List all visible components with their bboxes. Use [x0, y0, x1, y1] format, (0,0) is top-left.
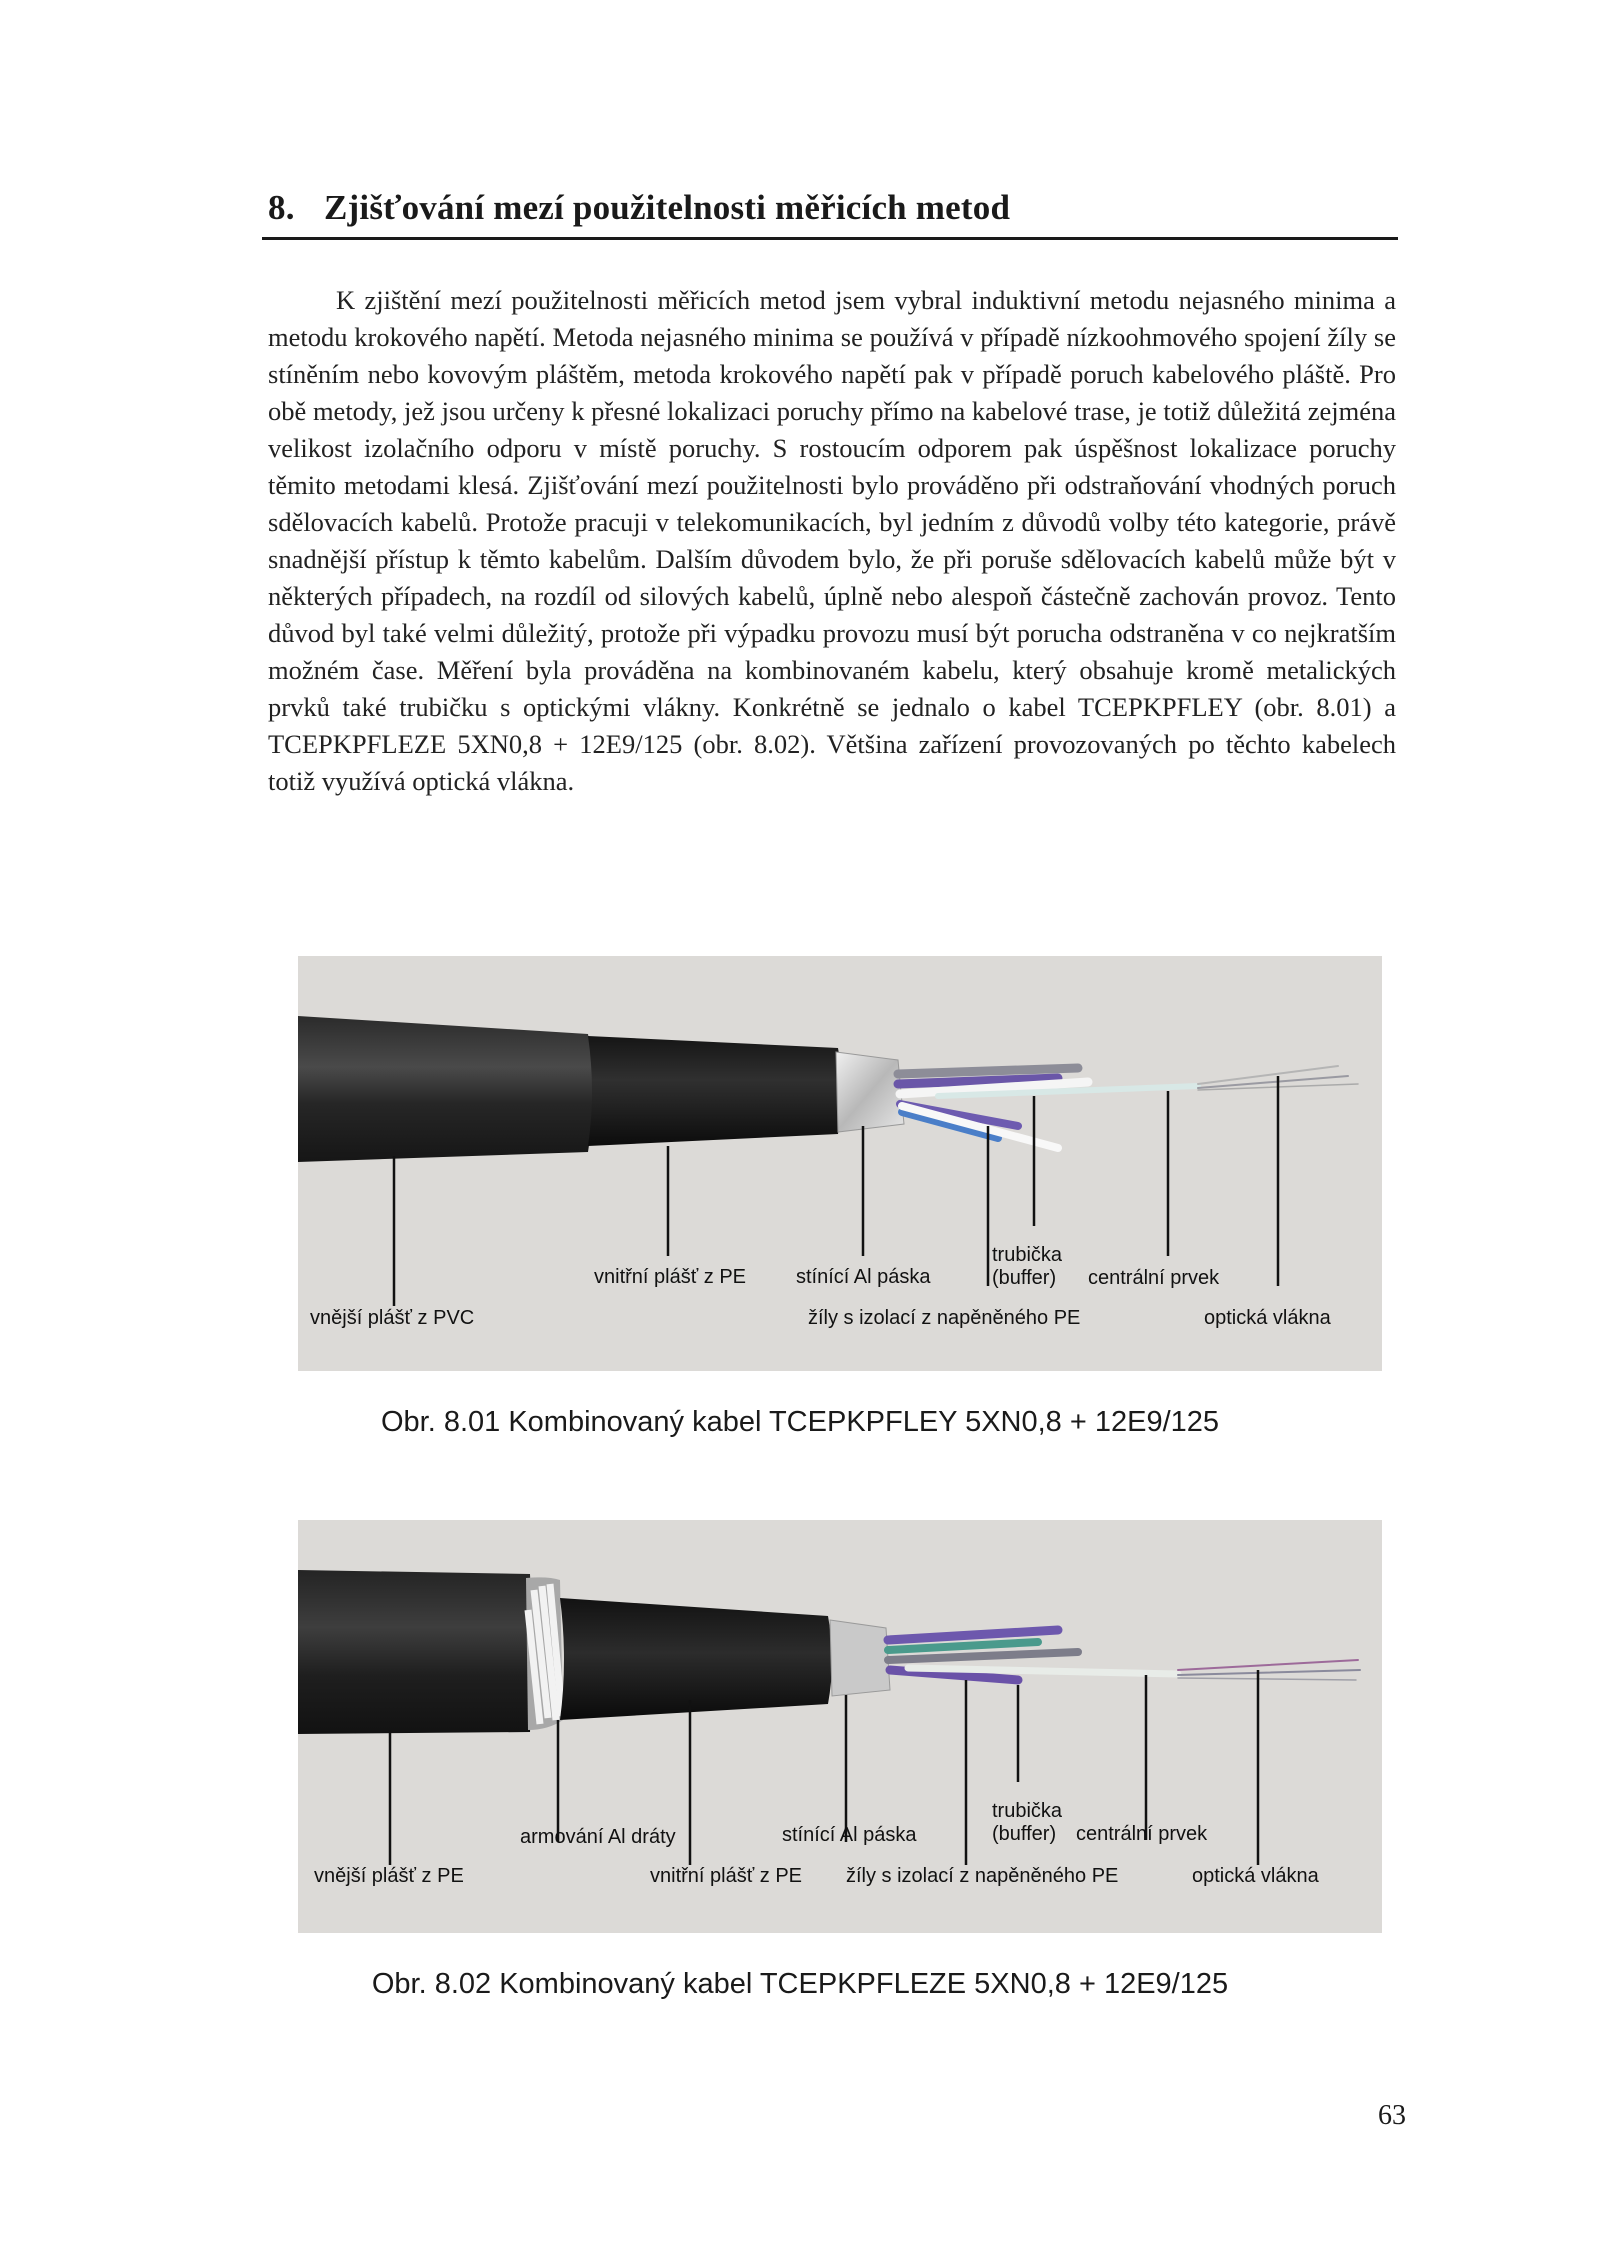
figure-cable-tcepkpfley [298, 956, 1382, 1371]
page-number: 63 [1378, 2100, 1406, 2131]
label-optical-fibers: optická vlákna [1192, 1865, 1319, 1887]
section-title: Zjišťování mezí použitelnosti měřicích metod [324, 188, 1011, 227]
label-armor: armování Al dráty [520, 1826, 676, 1848]
label-shield: stínící Al páska [796, 1266, 931, 1288]
label-inner-jacket: vnitřní plášť z PE [594, 1266, 747, 1288]
label-optical-fibers: optická vlákna [1204, 1307, 1331, 1329]
label-central-member: centrální prvek [1076, 1823, 1208, 1845]
label-tube: trubička [992, 1800, 1063, 1822]
body-paragraph: K zjištění mezí použitelnosti měřicích metod jsem vybral induktivní metodu nejasného minima a metodu krokového napětí. Metoda nejasného minima se používá v případě nízkoohmového spojení žíly se stíněním nebo kovovým pláštěm, metoda krokového napětí pak v případě poruch kabelového pláště. Pro obě metody, jež jsou určeny k přesné lokalizaci poruchy přímo na kabelové trase, je totiž důležitá zejména velikost izolačního odporu v místě poruchy. S rostoucím odporem pak úspěšnost lokalizace poruchy těmito metodami klesá. Zjišťování mezí použitelnosti bylo prováděno při odstraňování vhodných poruch sdělovacích kabelů. Protože pracuji v telekomunikacích, byl jedním z důvodů volby této kategorie, právě snadnější přístup k těmto kabelům. Dalším důvodem bylo, že při poruše sdělovacích kabelů může být v některých případech, na rozdíl od silových kabelů, úplně nebo alespoň částečně zachován provoz. Tento důvod byl také velmi důležitý, protože při výpadku provozu musí být porucha odstraněna v co nejkratším možném čase. Měření byla prováděna na kombinovaném kabelu, který obsahuje kromě metalických prvků také trubičku s optickými vlákny. Konkrétně se jednalo o kabel TCEPKPFLEY (obr. 8.01) a TCEPKPFLEZE 5XN0,8 + 12E9/125 (obr. 8.02). Většina zařízení provozovaných po těchto kabelech totiž využívá optická vlákna. [268, 285, 1396, 796]
label-outer-jacket: vnější plášť z PE [314, 1865, 464, 1887]
label-shield: stínící Al páska [782, 1824, 917, 1846]
label-tube: trubička [992, 1244, 1063, 1266]
figure-caption-1: Obr. 8.01 Kombinovaný kabel TCEPKPFLEY 5XN0,8 + 12E9/125 [380, 1406, 1220, 1438]
label-outer-jacket: vnější plášť z PVC [310, 1307, 475, 1329]
label-cores: žíly s izolací z napěněného PE [808, 1307, 1081, 1329]
label-buffer: (buffer) [992, 1823, 1057, 1845]
figure-cable-tcepkpfleze [298, 1520, 1382, 1933]
section-number: 8. [268, 188, 295, 227]
section-heading [268, 188, 1396, 228]
label-inner-jacket: vnitřní plášť z PE [650, 1865, 803, 1887]
label-central-member: centrální prvek [1088, 1267, 1220, 1289]
heading-rule [262, 237, 1398, 240]
label-cores: žíly s izolací z napěněného PE [846, 1865, 1119, 1887]
label-buffer: (buffer) [992, 1267, 1057, 1289]
figure-caption-2: Obr. 8.02 Kombinovaný kabel TCEPKPFLEZE 5XN0,8 + 12E9/125 [371, 1968, 1229, 2000]
